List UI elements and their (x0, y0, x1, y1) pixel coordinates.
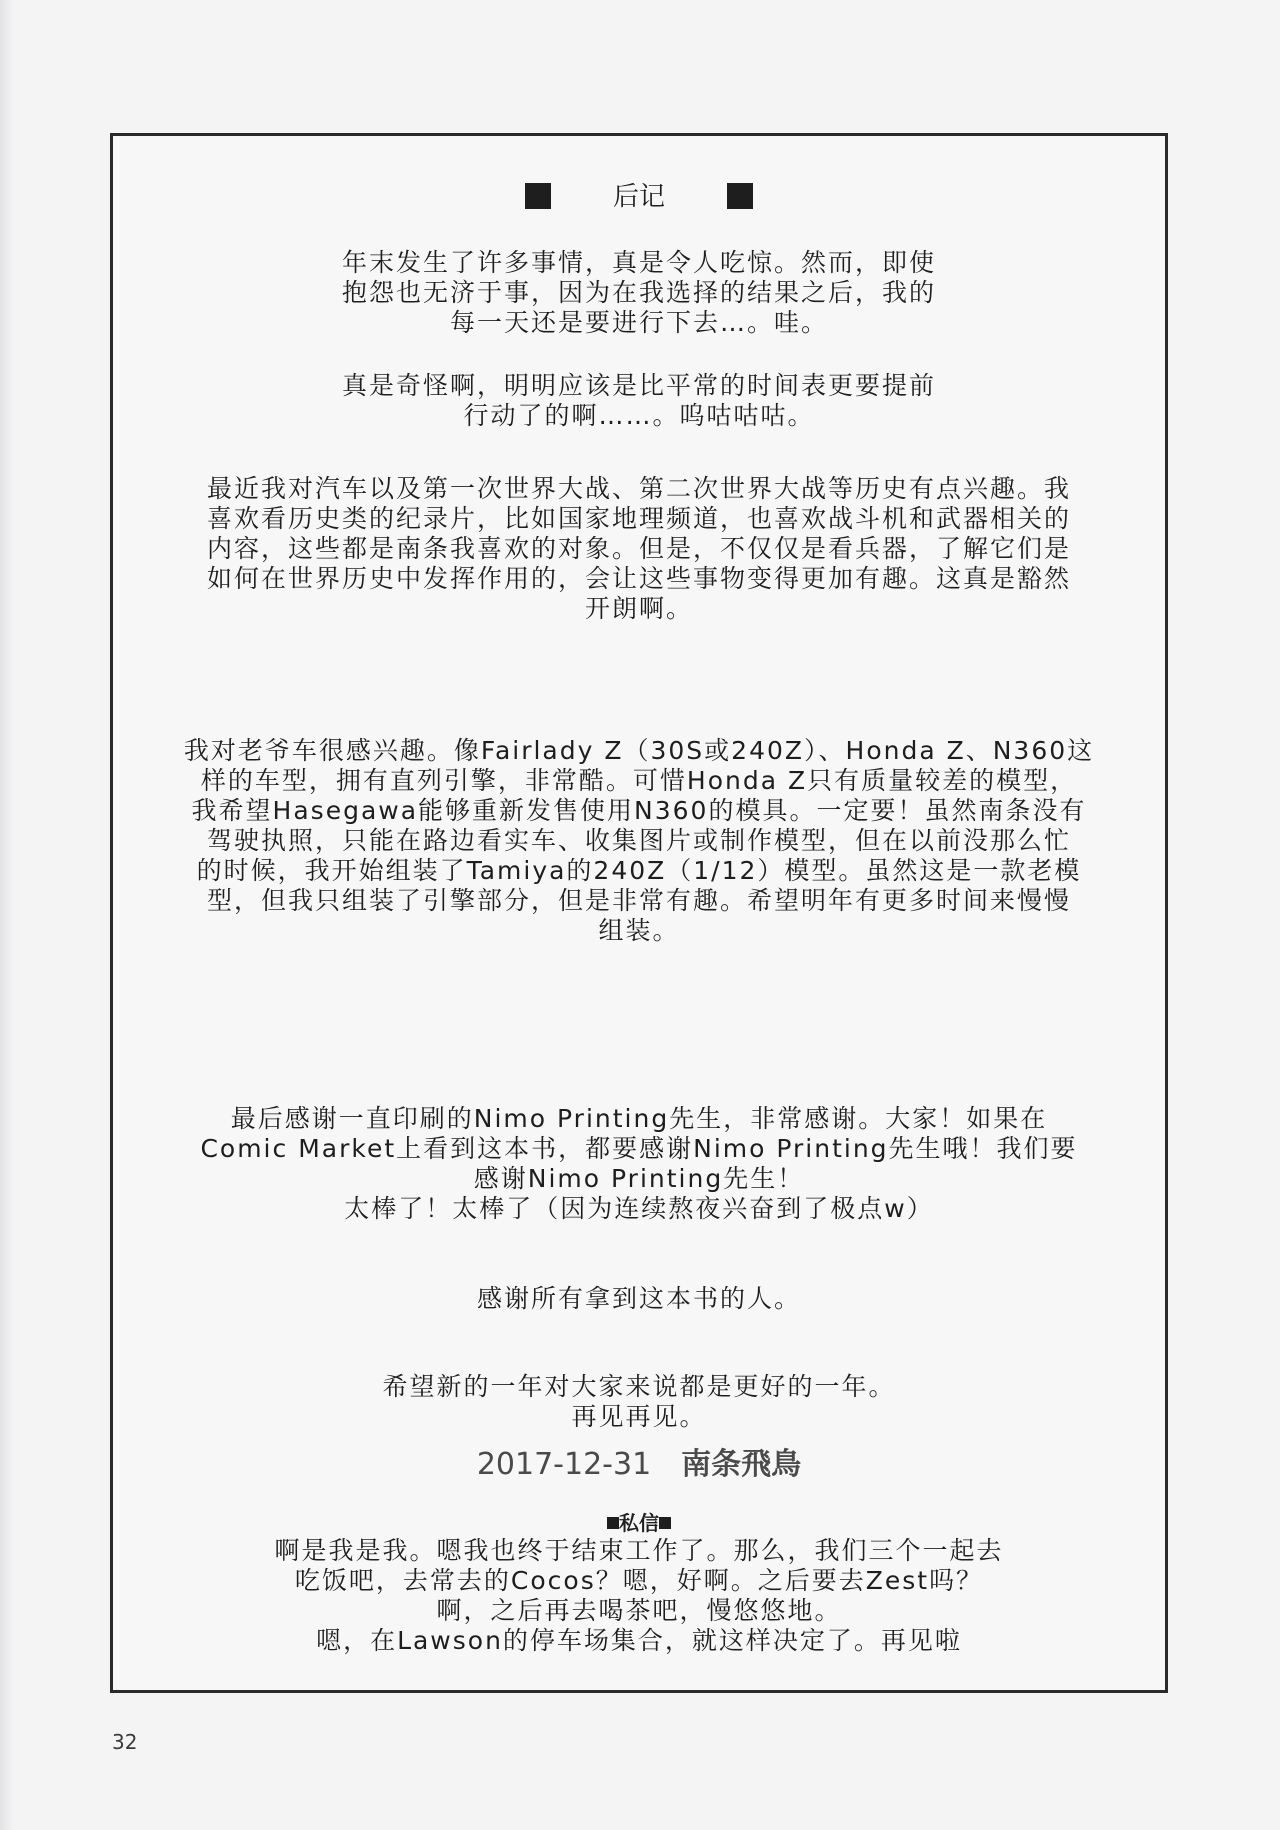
text-line: 组装。 (598, 916, 680, 945)
signature-date: 2017-12-31 (476, 1447, 652, 1482)
text-line: 开朗啊。 (584, 594, 693, 623)
text-line: 行动了的啊……。呜咕咕咕。 (463, 401, 815, 430)
square-icon (607, 1517, 619, 1529)
text-line: 太棒了！太棒了（因为连续熬夜兴奋到了极点w） (344, 1194, 934, 1223)
square-icon (727, 183, 753, 209)
private-message-body (153, 1536, 1125, 1656)
paragraph-schedule (153, 371, 1125, 431)
text-line: 每一天还是要进行下去…。哇。 (449, 308, 828, 337)
square-icon (525, 183, 551, 209)
paragraph-thanks-printer (153, 1104, 1125, 1224)
text-line: 希望新的一年对大家来说都是更好的一年。 (382, 1372, 896, 1401)
text-line: 抱怨也无济于事，因为在我选择的结果之后，我的 (341, 278, 936, 307)
text-line: 年末发生了许多事情，真是令人吃惊。然而，即使 (341, 248, 936, 277)
signature-author: 南条飛鳥 (681, 1447, 802, 1482)
signature (113, 1446, 1165, 1484)
text-line: 内容，这些都是南条我喜欢的对象。但是，不仅仅是看兵器，了解它们是 (206, 534, 1071, 563)
text-line: 喜欢看历史类的纪录片，比如国家地理频道，也喜欢战斗机和武器相关的 (206, 504, 1071, 533)
page-edge (0, 0, 14, 1830)
text-line: 我希望Hasegawa能够重新发售使用N360的模具。一定要！虽然南条没有 (191, 796, 1087, 825)
paragraph-new-year (153, 1372, 1125, 1432)
text-line: 最近我对汽车以及第一次世界大战、第二次世界大战等历史有点兴趣。我 (206, 474, 1071, 503)
text-line: 再见再见。 (571, 1402, 707, 1431)
text-line: 啊是我是我。嗯我也终于结束工作了。那么，我们三个一起去 (274, 1536, 1004, 1565)
text-line: 如何在世界历史中发挥作用的，会让这些事物变得更加有趣。这真是豁然 (206, 564, 1071, 593)
paragraph-year-end (153, 248, 1125, 338)
paragraph-thanks-readers (153, 1284, 1125, 1314)
text-line: 型，但我只组装了引擎部分，但是非常有趣。希望明年有更多时间来慢慢 (206, 886, 1071, 915)
text-line: 感谢Nimo Printing先生！ (473, 1164, 805, 1193)
page-title: 后记 (612, 182, 665, 212)
text-line: 驾驶执照，只能在路边看实车、收集图片或制作模型，但在以前没那么忙 (206, 826, 1071, 855)
text-line: 真是奇怪啊，明明应该是比平常的时间表更要提前 (341, 371, 936, 400)
text-line: 最后感谢一直印刷的Nimo Printing先生，非常感谢。大家！如果在 (230, 1104, 1048, 1133)
title-row (113, 180, 1165, 214)
text-line: 吃饭吧，去常去的Cocos？嗯，好啊。之后要去Zest吗？ (294, 1566, 984, 1595)
afterword-frame (110, 133, 1168, 1693)
page-number: 32 (112, 1730, 138, 1754)
text-line: 我对老爷车很感兴趣。像Fairlady Z（30S或240Z）、Honda Z、N360这 (183, 736, 1095, 765)
text-line: 嗯，在Lawson的停车场集合，就这样决定了。再见啦 (316, 1626, 962, 1655)
square-icon (659, 1517, 671, 1529)
paragraph-classic-cars (153, 736, 1125, 946)
private-message-title: 私信 (619, 1511, 659, 1535)
text-line: 感谢所有拿到这本书的人。 (476, 1284, 801, 1313)
private-message-title-row (113, 1510, 1165, 1536)
text-line: Comic Market上看到这本书，都要感谢Nimo Printing先生哦！我们要 (200, 1134, 1078, 1163)
text-line: 的时候，我开始组装了Tamiya的240Z（1/12）模型。虽然这是一款老模 (196, 856, 1082, 885)
paragraph-history (153, 474, 1125, 624)
text-line: 啊，之后再去喝茶吧，慢悠悠地。 (436, 1596, 842, 1625)
text-line: 样的车型，拥有直列引擎，非常酷。可惜Honda Z只有质量较差的模型， (200, 766, 1078, 795)
